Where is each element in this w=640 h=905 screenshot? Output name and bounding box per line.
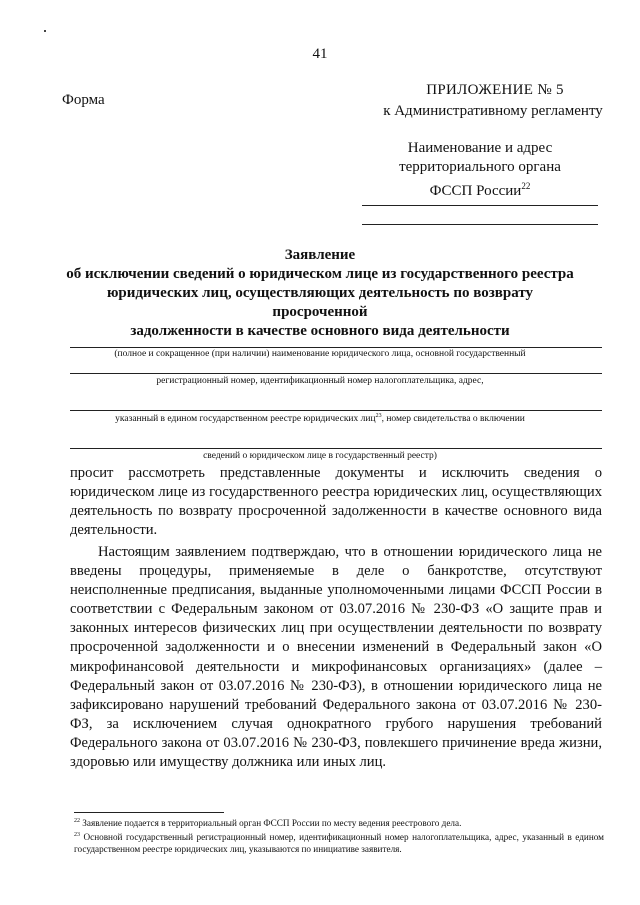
hint-4: сведений о юридическом лице в государственный реестр): [203, 451, 437, 461]
recipient-blank-line-1: [362, 205, 598, 206]
footnote-22-text: Заявление подается в территориальный орган ФССП России по месту ведения реестрового дела.: [80, 818, 462, 829]
title-line2: об исключении сведений о юридическом лице из государственного реестра: [66, 266, 574, 282]
footnote-23: [74, 829, 604, 855]
recipient-line3-wrap: [380, 177, 580, 201]
entry-line-4: [70, 448, 602, 449]
footnote-ref-22: 22: [521, 181, 531, 191]
hint-2: регистрационный номер, идентификационный номер налогоплательщика, адрес,: [156, 376, 484, 386]
hint-3-tail: , номер свидетельства о включении: [381, 414, 525, 425]
entry-line-3: [70, 410, 602, 411]
appendix-title: ПРИЛОЖЕНИЕ № 5: [426, 82, 564, 98]
entry-line-1: [70, 347, 602, 348]
entry-line-2: [70, 373, 602, 374]
recipient-line2: территориального органа: [399, 159, 561, 175]
footnote-ref-23: 23: [375, 413, 382, 419]
body-paragraph-1: просит рассмотреть представленные документы и исключить сведения о юридическом лице из государственного реестра юридических лиц, осуществляющих деятельность по возврату просроченной задолженности в качестве основного вида деятельности.: [70, 465, 602, 539]
title-line3: юридических лиц, осуществляющих деятельность по возврату просроченной: [106, 285, 534, 320]
body-paragraph-2: Настоящим заявлением подтверждаю, что в отношении юридического лица не введены процедуры, применяемые в деле о банкротстве, отсутствуют неисполненные предписания, выданные уполномоченными лицами ФССП России в соответствии с Федеральным законом от 03.07.2016 № 230-ФЗ «О защите прав и законных интересов физических лиц при осуществлении деятельности по возврату просроченной задолженности и о внесении изменений в Федеральный закон «О микрофинансовой деятельности и микрофинансовых организациях» (далее – Федеральный закон от 03.07.2016 № 230-ФЗ), в отношении юридического лица не зафиксировано нарушений требований Федерального закона от 03.07.2016 № 230-ФЗ, за исключением случая однократного грубого нарушения требований Федерального закона от 03.07.2016 № 230-ФЗ, повлекшего причинение вреда жизни, здоровью или имуществу должника или иных лиц.: [70, 544, 602, 771]
footnote-separator: [74, 812, 224, 813]
form-label: Форма: [62, 92, 105, 108]
footnote-23-text: Основной государственный регистрационный номер, идентификационный номер налогоплательщика, адрес, указанный в едином государственном реестре юридических лиц, указываются по инициативе заявителя.: [74, 832, 604, 855]
footnote-22-marker: 22: [74, 818, 80, 824]
hint-3-text: указанный в едином государственном реестре юридических лиц: [115, 414, 376, 425]
title-line4: задолженности в качестве основного вида деятельности: [130, 323, 510, 339]
recipient-line3: ФССП России: [429, 183, 522, 199]
recipient-block: [380, 139, 580, 201]
page-number: 41: [312, 46, 328, 62]
title-line1: Заявление: [284, 247, 356, 263]
recipient-line1: Наименование и адрес: [407, 140, 553, 156]
hint-3: [60, 413, 580, 424]
recipient-blank-line-2: [362, 224, 598, 225]
footnote-22: [74, 815, 604, 829]
appendix-subtitle: к Административному регламенту: [383, 103, 603, 119]
footnote-23-marker: 23: [74, 832, 80, 838]
scan-speck: [44, 30, 46, 32]
hint-1: (полное и сокращенное (при наличии) наименование юридического лица, основной государственный: [114, 349, 526, 359]
document-title: [60, 246, 580, 341]
